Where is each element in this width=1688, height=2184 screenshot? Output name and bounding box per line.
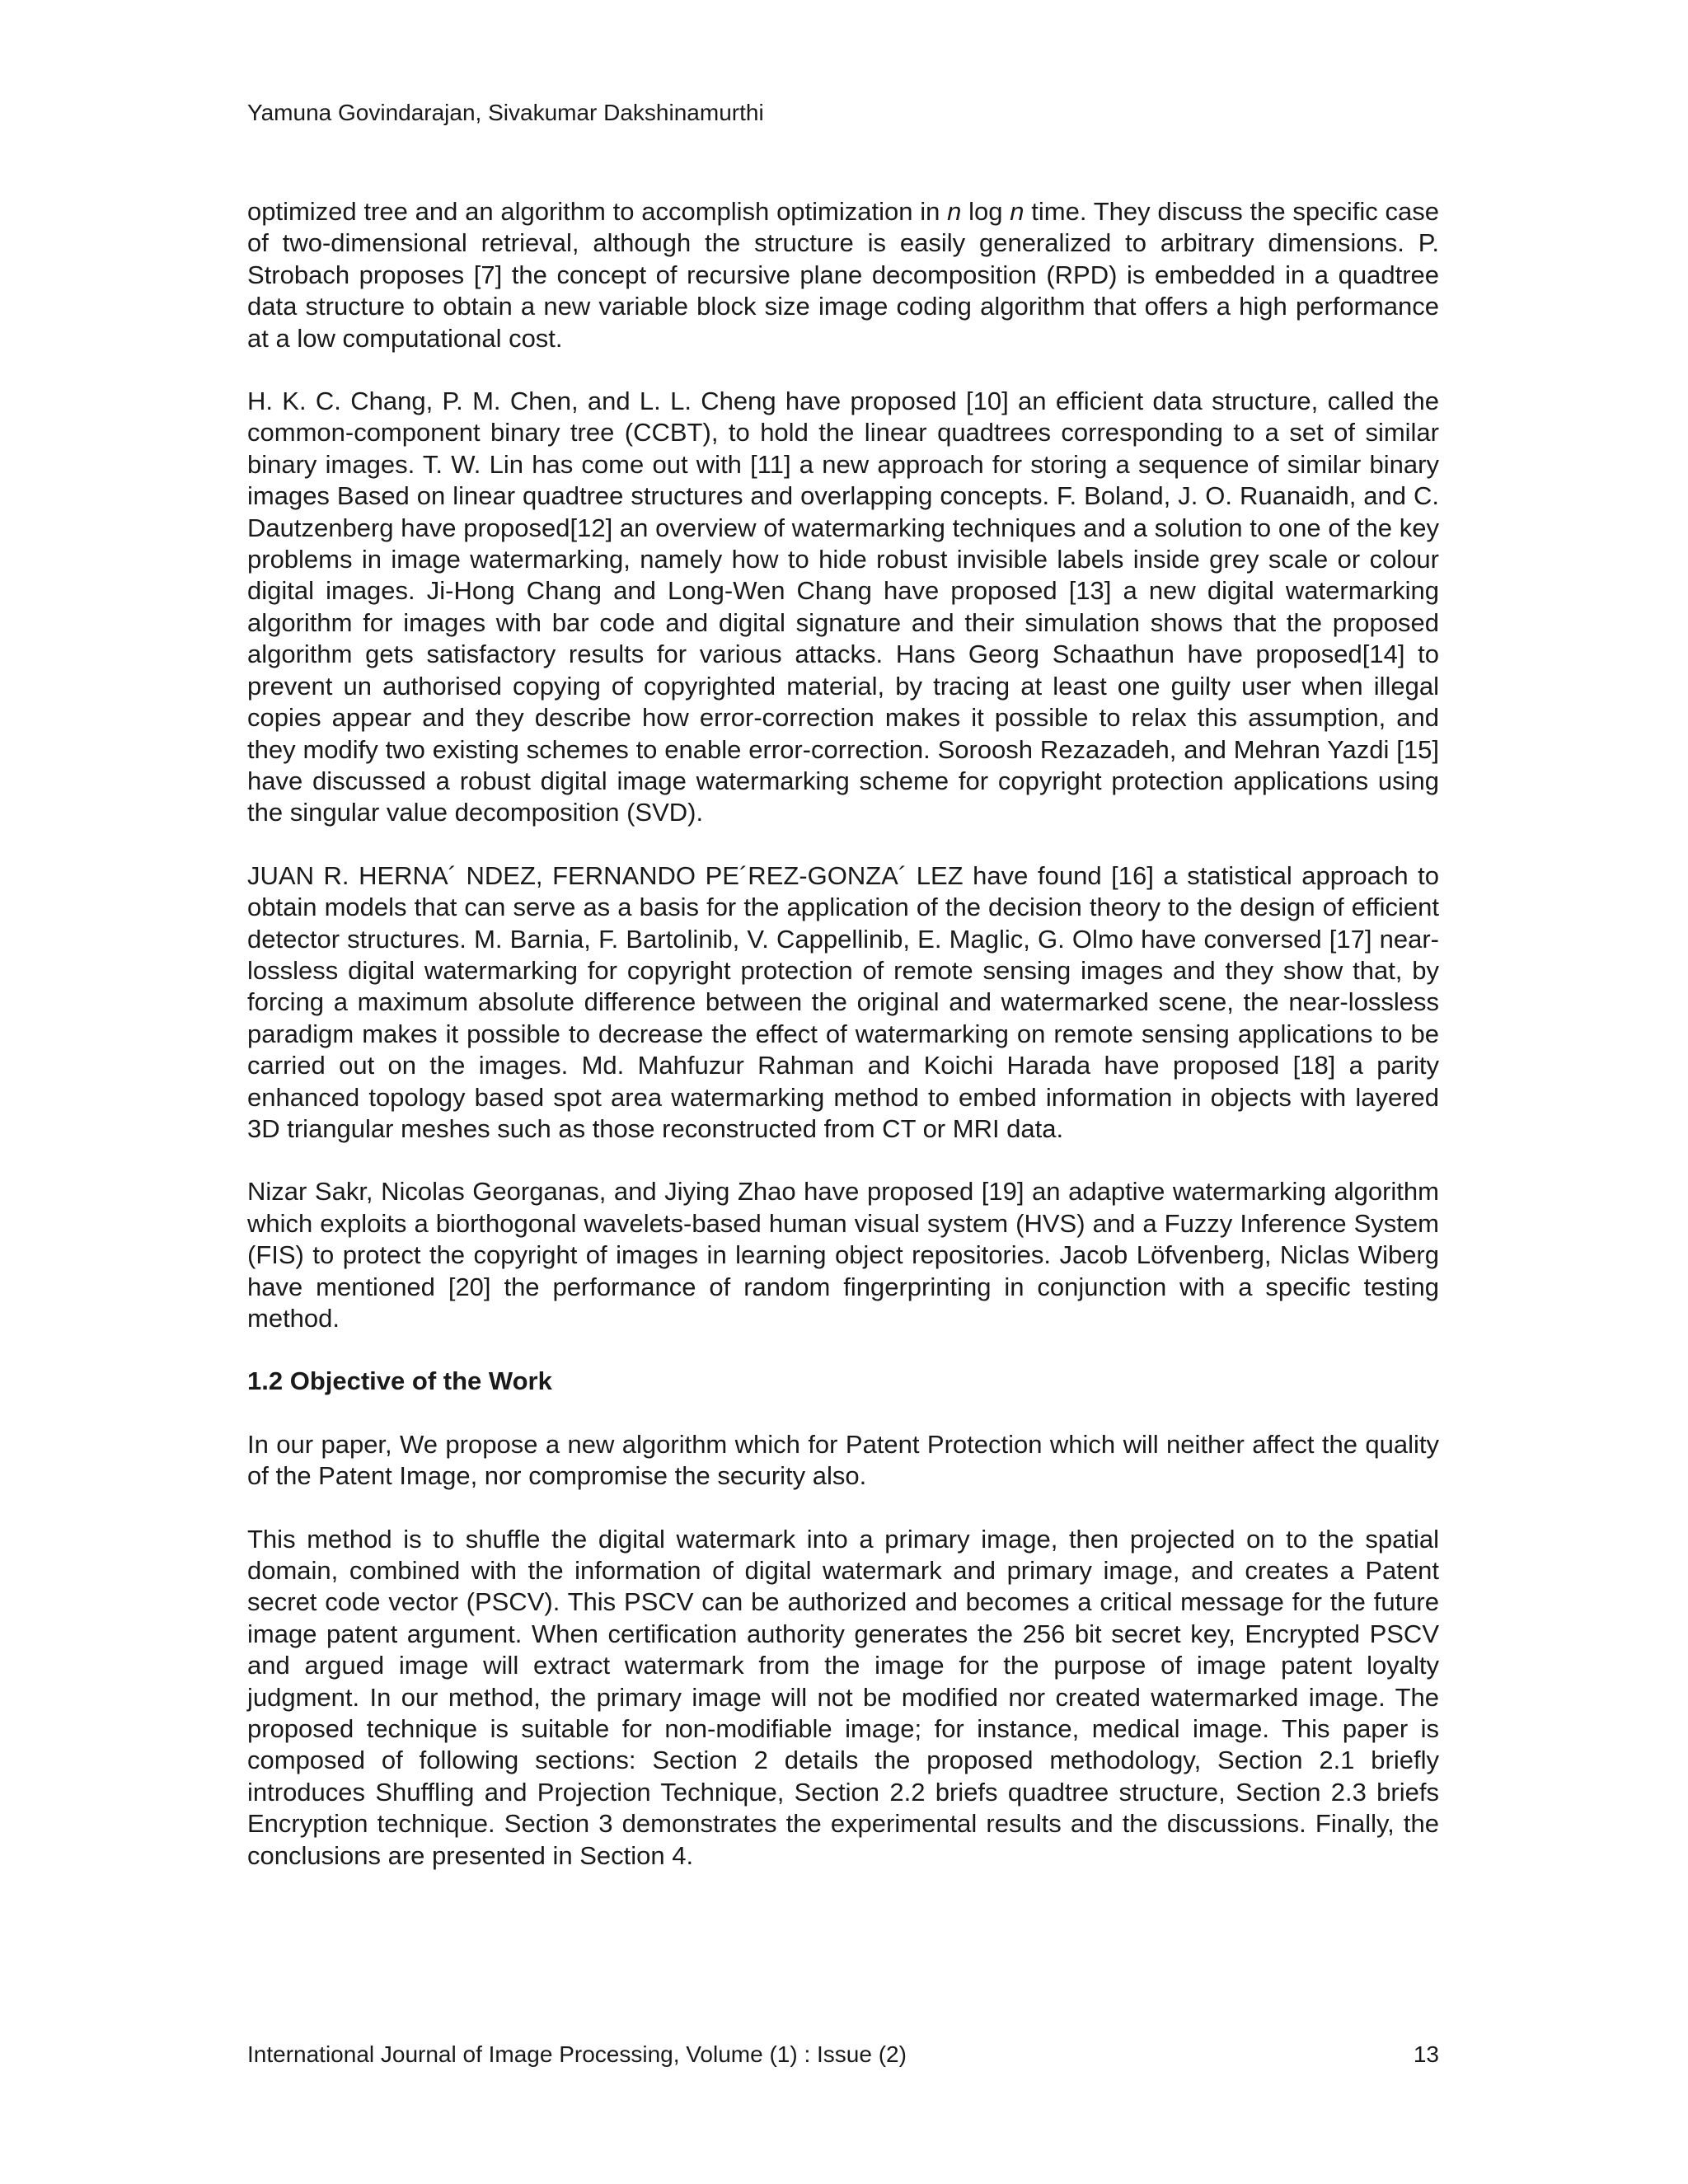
body-paragraph-3: JUAN R. HERNA´ NDEZ, FERNANDO PE´REZ-GONZA´ LEZ have found [16] a statistical approach to obtain models that can serve as a basis for the application of the decision theory to the design of efficient detector structures. M. Barnia, F. Bartolinib, V. Cappellinib, E. Maglic, G. Olmo have conversed [17] near-lossless digital watermarking for copyright protection of remote sensing images and they show that, by forcing a maximum absolute difference between the original and watermarked scene, the near-lossless paradigm makes it possible to decrease the effect of watermarking on remote sensing applications to be carried out on the images. Md. Mahfuzur Rahman and Koichi Harada have proposed [18] a parity enhanced topology based spot area watermarking method to embed information in objects with layered 3D triangular meshes such as those reconstructed from CT or MRI data. — [247, 860, 1439, 1143]
page-number: 13 — [1413, 2041, 1439, 2067]
body-paragraph-2: H. K. C. Chang, P. M. Chen, and L. L. Cheng have proposed [10] an efficient data structure, called the common-component binary tree (CCBT), to hold the linear quadtrees corresponding to a set of similar binary images. T. W. Lin has come out with [11] a new approach for storing a sequence of similar binary images Based on linear quadtree structures and overlapping concepts. F. Boland, J. O. Ruanaidh, and C. Dautzenberg have proposed[12] an overview of watermarking techniques and a solution to one of the key problems in image watermarking, namely how to hide robust invisible labels inside grey scale or colour digital images. Ji-Hong Chang and Long-Wen Chang have proposed [13] a new digital watermarking algorithm for images with bar code and digital signature and their simulation shows that the proposed algorithm gets satisfactory results for various attacks. Hans Georg Schaathun have proposed[14] to prevent un authorised copying of copyrighted material, by tracing at least one guilty user when illegal copies appear and they describe how error-correction makes it possible to relax this assumption, and they modify two existing schemes to enable error-correction. Soroosh Rezazadeh, and Mehran Yazdi [15] have discussed a robust digital image watermarking scheme for copyright protection applications using the singular value decomposition (SVD). — [247, 387, 1439, 827]
running-head-authors: Yamuna Govindarajan, Sivakumar Dakshinamurthi — [247, 100, 764, 125]
section-heading: 1.2 Objective of the Work — [247, 1366, 552, 1396]
article-body — [247, 196, 1439, 1903]
body-paragraph-4: Nizar Sakr, Nicolas Georganas, and Jiying Zhao have proposed [19] an adaptive watermarking algorithm which exploits a biorthogonal wavelets-based human visual system (HVS) and a Fuzzy Inference System (FIS) to protect the copyright of images in learning object repositories. Jacob Löfvenberg, Niclas Wiberg have mentioned [20] the performance of random fingerprinting in conjunction with a specific testing method. — [247, 1177, 1439, 1333]
objective-paragraph-2: This method is to shuffle the digital watermark into a primary image, then projected on to the spatial domain, combined with the information of digital watermark and primary image, and creates a Patent secret code vector (PSCV). This PSCV can be authorized and becomes a critical message for the future image patent argument. When certification authority generates the 256 bit secret key, Encrypted PSCV and argued image will extract watermark from the image for the purpose of image patent loyalty judgment. In our method, the primary image will not be modified nor created watermarked image. The proposed technique is suitable for non-modifiable image; for instance, medical image. This paper is composed of following sections: Section 2 details the proposed methodology, Section 2.1 briefly introduces Shuffling and Projection Technique, Section 2.2 briefs quadtree structure, Section 2.3 briefs Encryption technique. Section 3 demonstrates the experimental results and the discussions. Finally, the conclusions are presented in Section 4. — [247, 1524, 1439, 1870]
body-paragraph-1: optimized tree and an algorithm to accomplish optimization in n log n time. They discuss the specific case of two-dimensional retrieval, although the structure is easily generalized to arbitrary dimensions. P. Strobach proposes [7] the concept of recursive plane decomposition (RPD) is embedded in a quadtree data structure to obtain a new variable block size image coding algorithm that offers a high performance at a low computational cost. — [247, 197, 1439, 353]
footer-journal: International Journal of Image Processing, Volume (1) : Issue (2) — [247, 2041, 907, 2067]
page-footer — [247, 2039, 1439, 2070]
objective-paragraph-1: In our paper, We propose a new algorithm which for Patent Protection which will neither affect the quality of the Patent Image, nor compromise the security also. — [247, 1429, 1439, 1491]
